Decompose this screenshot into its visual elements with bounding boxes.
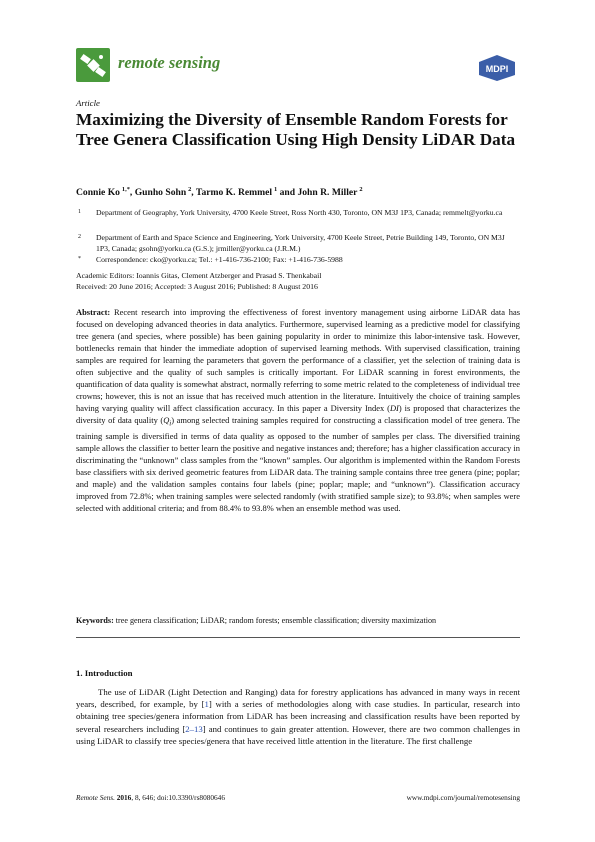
section-heading: 1. Introduction <box>76 668 133 678</box>
author-affil-mark: 1 <box>273 186 278 193</box>
affiliation-2: 2 Department of Earth and Space Science and Engineering, York University, 4700 Keele Street, Petrie Building 149, Toronto, ON M3J 1P3, Canada; gsohn@yorku.ca (G.S.); jrmiller@yorku.ca (J.R.M.) <box>78 233 505 254</box>
author-name: Gunho Sohn <box>134 187 187 199</box>
affiliation-1: 1 Department of Geography, York University, 4700 Keele Street, Ross North 430, Toronto, ON M3J 1P3, Canada; remmelt@yorku.ca <box>78 208 503 217</box>
footer-url[interactable]: www.mdpi.com/journal/remotesensing <box>406 793 520 802</box>
citation-link[interactable]: 2–13 <box>185 723 203 734</box>
author-affil-mark: 2 <box>188 186 192 193</box>
publication-dates: Received: 20 June 2016; Accepted: 3 August 2016; Published: 8 August 2016 <box>76 282 318 292</box>
journal-header <box>76 48 520 84</box>
abstract: Abstract: Recent research into improving the effectiveness of forest inventory management using airborne LiDAR data has focused on developing advanced theories in data analytics. Furthermore, supervised learning as a predictive model for classifying tree genera (and species, where possible) has been gaining popularity in order to minimize this labor-intensive task. However, bottlenecks remain that hinder the immediate adoption of supervised learning methods. With supervised classification, training samples are required for learning the parameters that govern the performance of a classifier, yet the selection of training data is often subjective and the quality of such samples is critically important. For LiDAR scanning in forest environments, the quantification of data quality is somewhat abstract, normally referring to some metric related to the completeness of individual tree crowns; however, this is not an issue that has received much attention in the literature. Intuitively the choice of training samples having varying quality will affect classification accuracy. In this paper a Diversity Index (DI) is proposed that characterizes the diversity of data quality $(Q_i)$ among selected training samples required for constructing a classification model of tree genera. The training sample is diversified in terms of data quality as opposed to the number of samples per class. The diversified training sample allows the classifier to better learn the positive and negative instances and; therefore; has a higher classification accuracy in discriminating the “unknown” class samples from the “known” samples. Our algorithm is implemented within the Random Forests base classifiers with six derived geometric features from LiDAR data. The training sample contains three tree genera (pine; poplar; and maple) and the validation samples contains four labels (pine; poplar; maple; and “unknown”). Classification accuracy improved from 72.8%; when training samples were selected randomly (with stratified sample size); to 93.8%; when samples were selected with additional criteria; and from 88.4% to 93.8% when an ensemble method was used. <box>76 307 520 514</box>
author-affil-mark: 1,* <box>121 186 130 193</box>
author-list: Connie Ko $^{1,*}$, Gunho Sohn $^2$, Tarmo K. Remmel $^1$ and John R. Miller $^2$ <box>76 186 363 199</box>
section-divider <box>76 637 520 638</box>
publication-meta <box>76 270 520 292</box>
mdpi-logo-icon <box>476 54 518 82</box>
journal-name: remote sensing <box>118 53 221 72</box>
introduction-paragraph: The use of LiDAR (Light Detection and Ranging) data for forestry applications has advanced in many ways in recent years, described, for example, by [1] with a series of methodologies along with case studies. In particular, research into obtaining tree species/genera information from LiDAR has been increasing and classification results have been reported by several researchers including [2–13] and continues to gain greater attention. However, there are two common challenges in using LiDAR to classify tree species/genera that have received little attention in the literature. The first challenge <box>76 687 520 746</box>
citation-link[interactable]: 1 <box>204 699 209 710</box>
abstract-label: Abstract: <box>76 307 111 317</box>
author-name: John R. Miller <box>297 187 358 199</box>
author-affil-mark: 2 <box>359 186 363 193</box>
paper-title: Maximizing the Diversity of Ensemble Random Forests for Tree Genera Classification Using High Density LiDAR Data <box>76 110 516 149</box>
author-name: Tarmo K. Remmel <box>195 187 273 199</box>
keywords: Keywords: tree genera classification; LiDAR; random forests; ensemble classification; diversity maximization <box>76 616 437 625</box>
correspondence: * Correspondence: cko@yorku.ca; Tel.: +1-416-736-2100; Fax: +1-416-736-5988 <box>78 255 343 264</box>
svg-text:MDPI: MDPI <box>485 64 509 74</box>
keywords-label: Keywords: <box>76 616 114 625</box>
footer-citation: Remote Sens. 2016, 8, 646; doi:10.3390/rs8080646 <box>76 793 225 802</box>
academic-editors: Academic Editors: Ioannis Gitas, Clement Atzberger and Prasad S. Thenkabail <box>76 271 322 280</box>
author-name: Connie Ko <box>76 187 120 199</box>
journal-logo-icon <box>76 48 110 82</box>
article-type: Article <box>76 98 100 108</box>
